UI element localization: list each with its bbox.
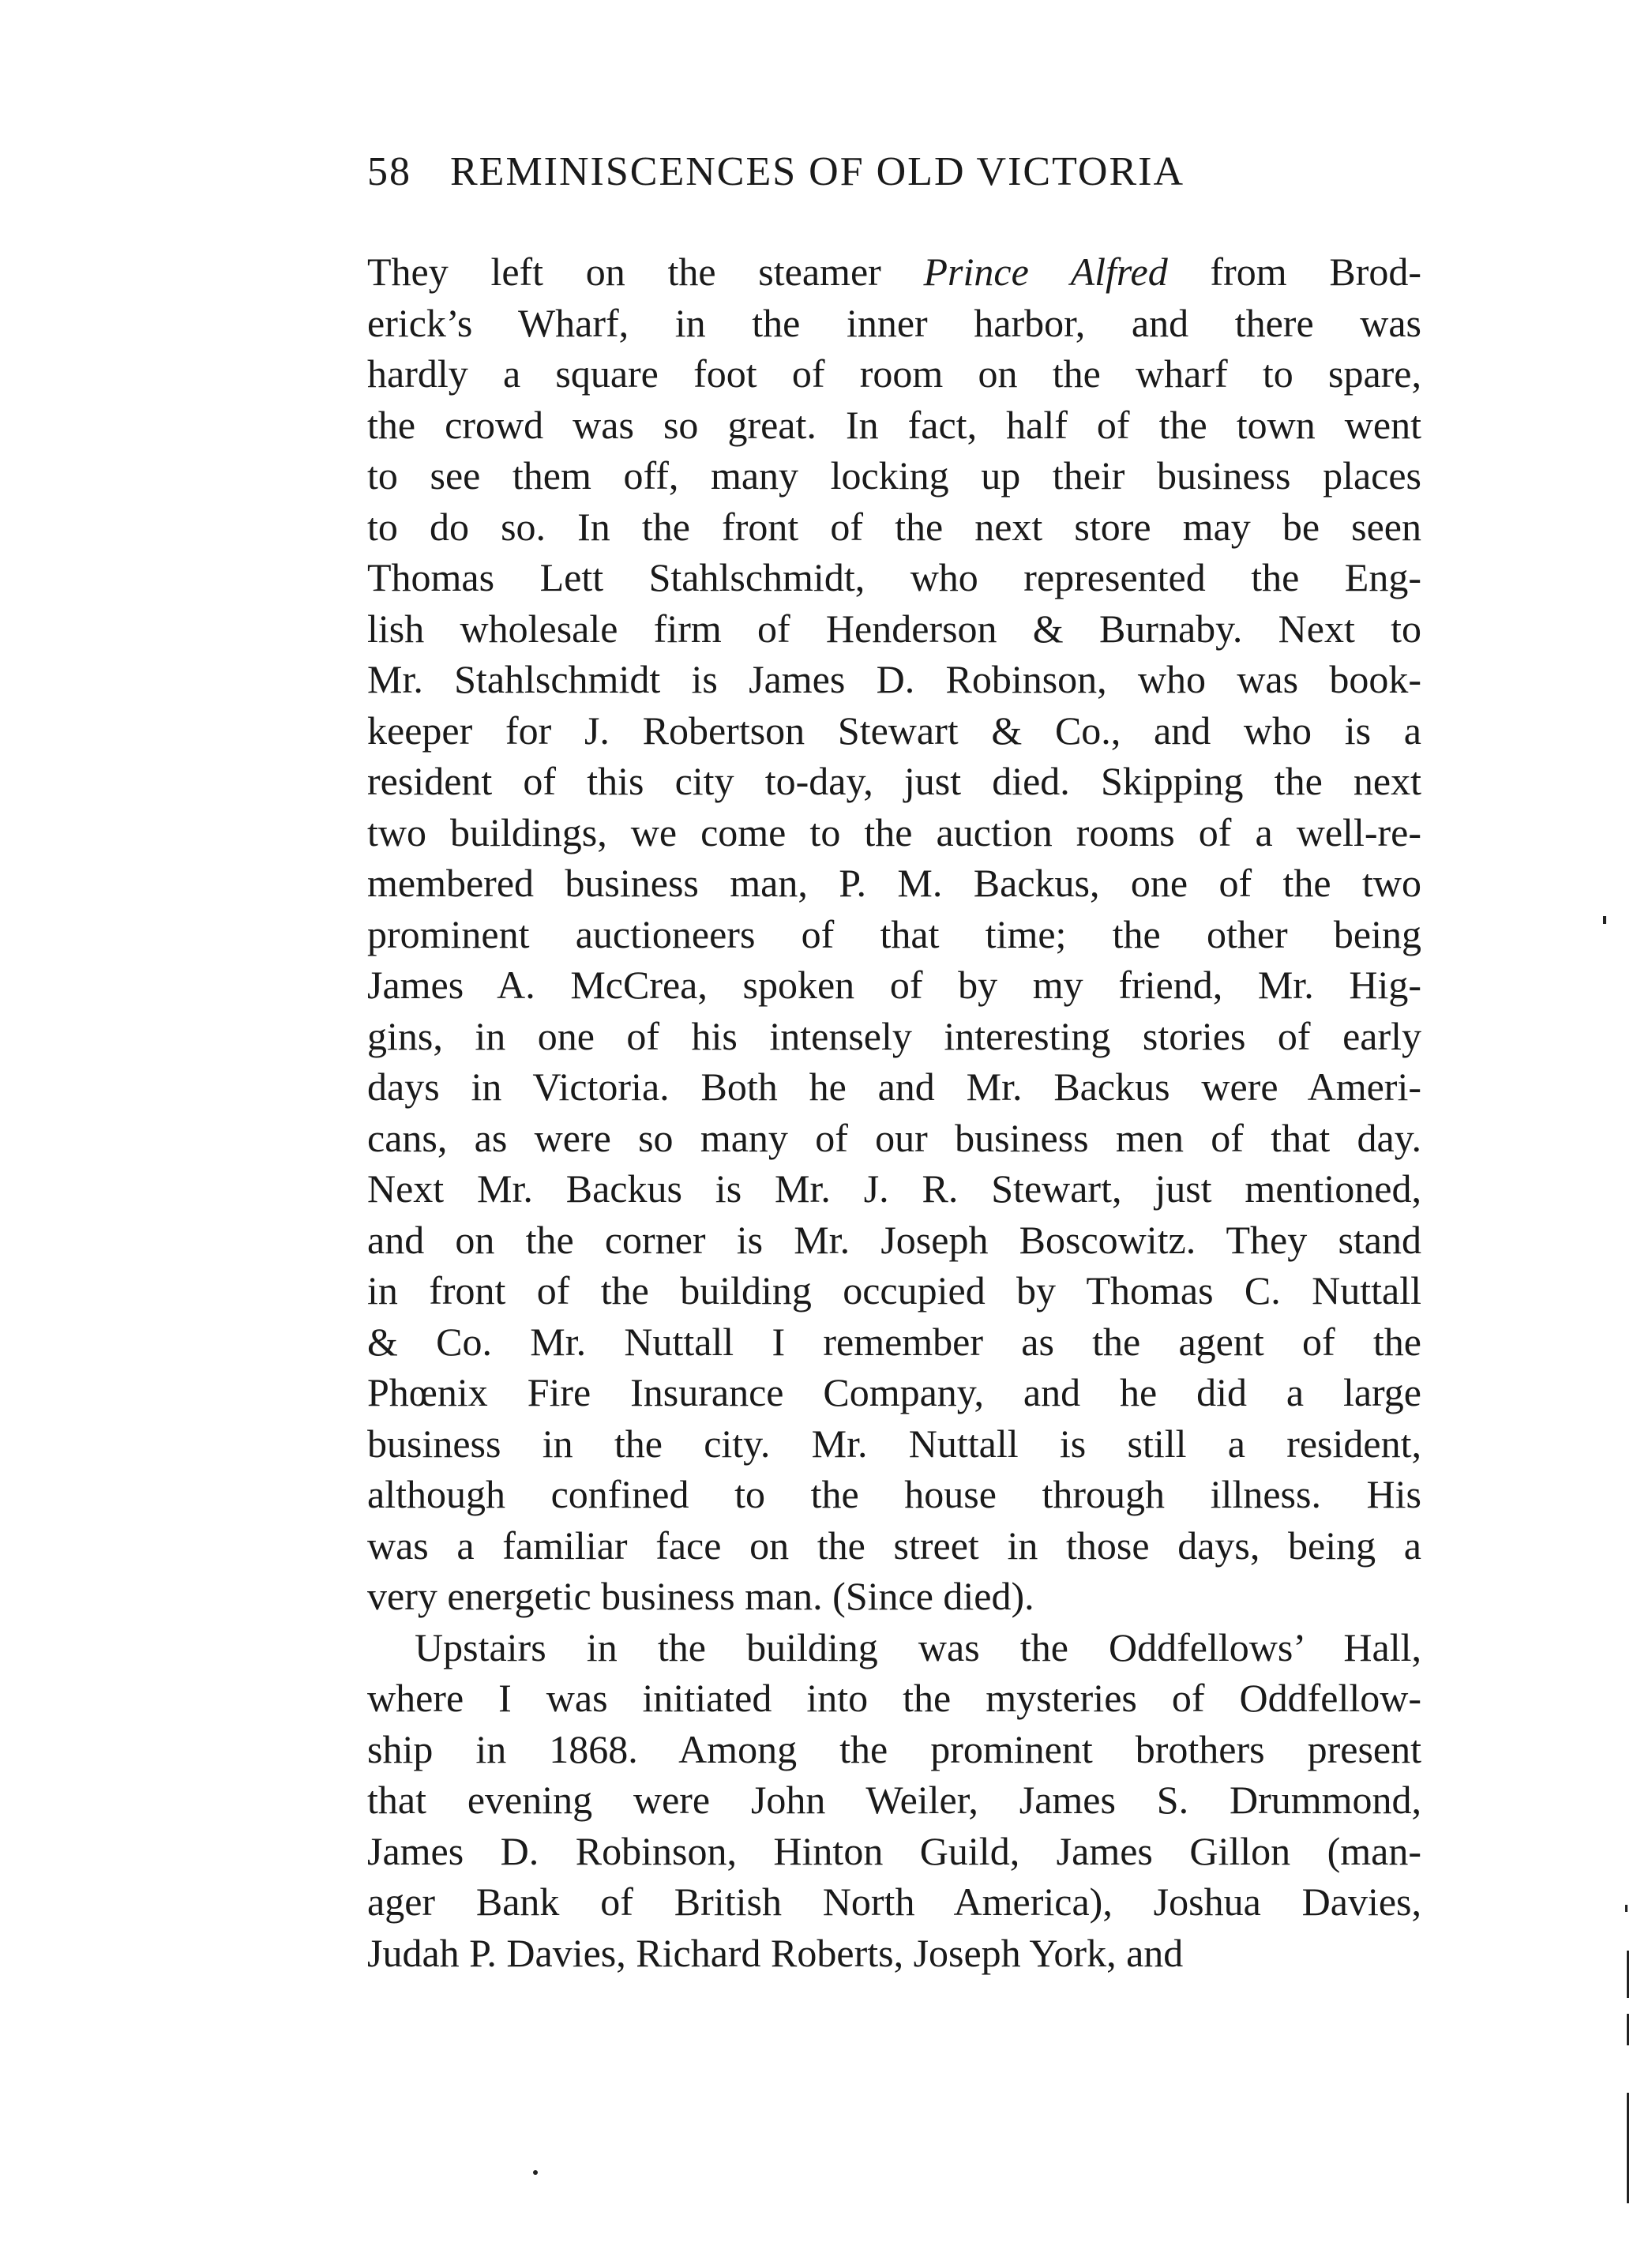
scan-speck xyxy=(533,2170,538,2175)
text-line xyxy=(367,1215,1421,1266)
text-line xyxy=(367,1163,1421,1215)
text-line xyxy=(367,501,1421,553)
text-line xyxy=(367,298,1421,349)
text-segment: where I was initiated into the mysteries of Oddfellow- xyxy=(367,1676,1421,1720)
text-line xyxy=(367,1418,1421,1470)
text-segment: lish wholesale firm of Henderson & Burnaby. Next to xyxy=(367,606,1421,651)
running-head xyxy=(367,148,1421,204)
text-segment: erick’s Wharf, in the inner harbor, and there was xyxy=(367,300,1421,345)
text-segment: cans, as were so many of our business men of that day. xyxy=(367,1115,1421,1160)
paragraph xyxy=(367,1622,1421,1979)
text-segment: They left on the steamer xyxy=(367,250,924,294)
text-segment: Judah P. Davies, Richard Roberts, Joseph York, and xyxy=(367,1930,1184,1975)
text-line xyxy=(367,603,1421,655)
text-segment: ager Bank of British North America), Joshua Davies, xyxy=(367,1880,1421,1924)
text-line xyxy=(367,1316,1421,1368)
scan-speck xyxy=(1603,916,1606,924)
text-line xyxy=(367,960,1421,1011)
paragraph xyxy=(367,246,1421,1622)
text-segment: membered business man, P. M. Backus, one of the two xyxy=(367,861,1421,905)
text-segment: very energetic business man. (Since died). xyxy=(367,1574,1034,1618)
text-line xyxy=(367,909,1421,960)
text-line xyxy=(367,246,1421,298)
text-segment: ship in 1868. Among the prominent brothers present xyxy=(367,1726,1421,1771)
text-line xyxy=(367,858,1421,909)
text-segment: from Brod- xyxy=(1167,250,1421,294)
text-line xyxy=(367,654,1421,705)
text-segment: & Co. Mr. Nuttall I remember as the agent of the xyxy=(367,1319,1421,1364)
text-line xyxy=(367,1469,1421,1520)
text-line xyxy=(367,1928,1421,1979)
text-segment: James A. McCrea, spoken of by my friend, Mr. Hig- xyxy=(367,963,1421,1007)
text-segment: prominent auctioneers of that time; the other being xyxy=(367,911,1421,956)
text-segment: and on the corner is Mr. Joseph Boscowitz. They stand xyxy=(367,1217,1421,1262)
text-segment: hardly a square foot of room on the wharf to spare, xyxy=(367,351,1421,396)
text-line xyxy=(367,1367,1421,1418)
text-line xyxy=(367,807,1421,858)
text-segment: the crowd was so great. In fact, half of the town went xyxy=(367,402,1421,447)
body-text xyxy=(367,246,1421,1978)
text-line xyxy=(367,1061,1421,1113)
text-segment: keeper for J. Robertson Stewart & Co., and who is a xyxy=(367,708,1421,753)
text-segment: James D. Robinson, Hinton Guild, James Gillon (man- xyxy=(367,1828,1421,1873)
text-line xyxy=(367,1774,1421,1826)
text-segment: to do so. In the front of the next store may be seen xyxy=(367,504,1421,549)
scan-speck xyxy=(1627,2093,1629,2203)
text-segment: in front of the building occupied by Thomas C. Nuttall xyxy=(367,1268,1421,1313)
text-line xyxy=(367,1622,1421,1673)
text-segment: resident of this city to-day, just died. Skipping the next xyxy=(367,759,1421,803)
italic-text: Prince Alfred xyxy=(923,250,1168,294)
text-line xyxy=(367,1826,1421,1877)
text-segment: Mr. Stahlschmidt is James D. Robinson, who was book- xyxy=(367,657,1421,701)
text-line xyxy=(367,1876,1421,1928)
text-line xyxy=(367,348,1421,400)
text-line xyxy=(367,450,1421,501)
text-segment: Upstairs in the building was the Oddfellows’ Hall, xyxy=(415,1624,1421,1669)
text-line xyxy=(367,1520,1421,1572)
text-line xyxy=(367,1011,1421,1062)
text-segment: to see them off, many locking up their business places xyxy=(367,453,1421,498)
text-line xyxy=(367,705,1421,757)
text-line xyxy=(367,1673,1421,1724)
text-segment: gins, in one of his intensely interesting stories of early xyxy=(367,1013,1421,1058)
text-line xyxy=(367,400,1421,451)
text-segment: Phœnix Fire Insurance Company, and he did a large xyxy=(367,1370,1421,1414)
text-line xyxy=(367,1113,1421,1164)
text-segment: was a familiar face on the street in those days, being a xyxy=(367,1523,1421,1568)
text-segment: although confined to the house through illness. His xyxy=(367,1472,1421,1516)
text-segment: Next Mr. Backus is Mr. J. R. Stewart, just mentioned, xyxy=(367,1166,1421,1211)
text-segment: that evening were John Weiler, James S. Drummond, xyxy=(367,1778,1421,1822)
text-segment: two buildings, we come to the auction rooms of a well-re- xyxy=(367,809,1421,854)
text-segment: Thomas Lett Stahlschmidt, who represented the Eng- xyxy=(367,555,1421,599)
running-title: REMINISCENCES OF OLD VICTORIA xyxy=(450,149,1185,194)
scan-speck xyxy=(1627,1951,1629,1998)
text-segment: business in the city. Mr. Nuttall is still a resident, xyxy=(367,1421,1421,1466)
text-line xyxy=(367,552,1421,603)
text-line xyxy=(367,1571,1421,1622)
text-line xyxy=(367,1724,1421,1775)
text-line xyxy=(367,756,1421,807)
scan-speck xyxy=(1627,2014,1629,2045)
text-line xyxy=(367,1265,1421,1316)
page-number: 58 xyxy=(367,149,411,194)
text-segment: days in Victoria. Both he and Mr. Backus were Ameri- xyxy=(367,1065,1421,1109)
scan-speck xyxy=(1625,1905,1628,1912)
